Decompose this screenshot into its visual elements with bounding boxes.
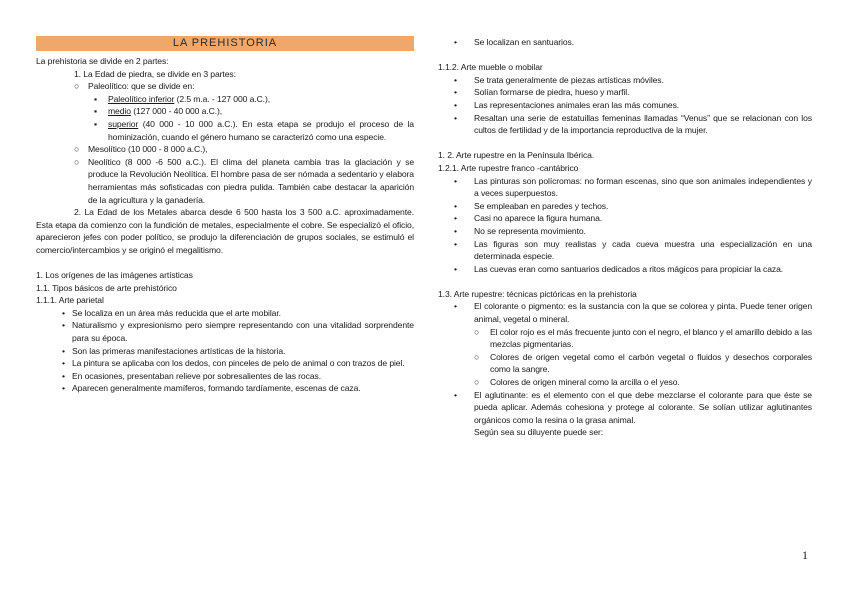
diluyente-text: Según sea su diluyente puede ser: xyxy=(474,427,604,438)
item-text: Las figuras son muy realistas y cada cueva muestra una especialización en una determinada especie. xyxy=(474,238,812,262)
list-item xyxy=(438,225,812,238)
circle-bullet-icon: ○ xyxy=(74,156,80,167)
item-text: Son las primeras manifestaciones artísticas de la historia. xyxy=(72,345,286,356)
bullet-icon: • xyxy=(62,307,65,318)
list-item xyxy=(438,99,812,112)
list-item xyxy=(438,175,812,200)
list-item xyxy=(438,238,812,263)
list-item xyxy=(36,105,414,118)
list-item xyxy=(36,345,414,358)
edad-piedra-heading: 1. La Edad de piedra, se divide en 3 partes: xyxy=(74,68,236,79)
list-item xyxy=(36,382,414,395)
bullet-icon: • xyxy=(62,370,65,381)
paleolitico-text: Paleolítico: que se divide en: xyxy=(88,81,195,92)
bullet-icon: • xyxy=(454,225,457,236)
item-text: Colores de origen mineral como la arcilla o el yeso. xyxy=(490,377,680,388)
list-item xyxy=(36,118,414,143)
section-heading: 1. Los orígenes de las imágenes artísticas xyxy=(36,270,193,281)
page-number: 1 xyxy=(802,548,808,562)
list-item xyxy=(36,307,414,320)
list-item xyxy=(36,357,414,370)
item-text: La pintura se aplicaba con los dedos, con pinceles de pelo de animal o con trazos de piel. xyxy=(72,358,405,369)
list-item xyxy=(438,36,812,49)
square-bullet-icon: ▪ xyxy=(94,106,97,117)
list-item xyxy=(438,263,812,276)
list-item xyxy=(36,143,414,156)
bullet-icon: • xyxy=(454,301,457,312)
left-column xyxy=(36,36,414,395)
bullet-icon: • xyxy=(62,320,65,331)
list-item xyxy=(36,319,414,344)
bullet-icon: • xyxy=(454,37,457,47)
list-item xyxy=(36,370,414,383)
neolitico-text: Neolítico (8 000 -6 500 a.C.). El clima del planeta cambia tras la glaciación y se produce la Revolución Neolítica. El hombre pasa de ser nómada a sedentario y elabora herramientas más sofisticadas con piedra pulida. También cabe destacar la aparición de la agricultura y la ganadería. xyxy=(88,156,414,205)
item-text: Aparecen generalmente mamíferos, formando tardíamente, escenas de caza. xyxy=(72,383,361,394)
item-text: Naturalismo y expresionismo pero siempre representando con una vitalidad sorprendente para su época. xyxy=(72,320,414,344)
square-bullet-icon: ▪ xyxy=(94,118,97,129)
bullet-icon: • xyxy=(62,358,65,369)
page-title: LA PREHISTORIA xyxy=(36,36,414,51)
section-heading: 1.1.1. Arte parietal xyxy=(36,295,104,306)
section-heading: 1. 2. Arte rupestre en la Península Ibérica. xyxy=(438,150,595,161)
list-item xyxy=(36,93,414,106)
term-detail: (127 000 - 40 000 a.C.), xyxy=(130,106,223,117)
term-text: superior xyxy=(108,118,139,129)
term-text: medio xyxy=(108,106,131,117)
circle-bullet-icon: ○ xyxy=(474,326,480,337)
item-text: Se localizan en santuarios. xyxy=(474,37,575,47)
circle-bullet-icon: ○ xyxy=(474,377,480,388)
item-text: Las cuevas eran como santuarios dedicados a ritos mágicos para propiciar la caza. xyxy=(474,263,784,274)
circle-bullet-icon: ○ xyxy=(74,81,80,92)
item-text: El color rojo es el más frecuente junto con el negro, el blanco y el amarillo debido a las mezclas pigmentarias. xyxy=(490,326,812,350)
metales-paragraph: 2. La Edad de los Metales abarca desde 6 500 hasta los 3 500 a.C. aproximadamente. Esta etapa da comienzo con la fundición de metales, especialmente el cobre. Se especializó el oficio, aparecieron jefes con poder político, se produjo la diferenciación de grupos sociales, se estimuló el comercio/intercambios y se originó el megalitismo. xyxy=(36,207,414,255)
section-heading: 1.2.1. Arte rupestre franco -cantábrico xyxy=(438,162,579,173)
square-bullet-icon: ▪ xyxy=(94,93,97,104)
bullet-icon: • xyxy=(62,345,65,356)
bullet-icon: • xyxy=(454,213,457,224)
bullet-icon: • xyxy=(454,99,457,110)
item-text: En ocasiones, presentaban relieve por sobresalientes de las rocas. xyxy=(72,370,321,381)
term-text: Paleolítico inferior xyxy=(108,93,175,104)
list-item xyxy=(438,351,812,376)
item-text: Las representaciones animales eran las más comunes. xyxy=(474,99,680,110)
bullet-icon: • xyxy=(454,175,457,186)
item-text: Las pinturas son polícromas: no forman escenas, sino que son animales independientes y a veces superpuestos. xyxy=(474,175,812,199)
section-heading: 1.3. Arte rupestre: técnicas pictóricas en la prehistoria xyxy=(438,288,637,299)
item-text: Solían formarse de piedra, hueso y marfil. xyxy=(474,87,630,98)
right-column xyxy=(438,36,812,439)
list-item xyxy=(36,80,414,93)
list-item xyxy=(438,86,812,99)
item-text: El colorante o pigmento: es la sustancia con la que se colorea y pinta. Puede tener origen animal, vegetal o mineral. xyxy=(474,301,812,325)
bullet-icon: • xyxy=(454,238,457,249)
bullet-icon: • xyxy=(454,200,457,211)
mesolitico-text: Mesolítico (10 000 - 8 000 a.C.), xyxy=(88,144,208,155)
bullet-icon: • xyxy=(454,87,457,98)
item-text: Resaltan una serie de estatuillas femeninas llamadas “Venus” que se relacionan con los cultos de fertilidad y de la importancia reproductiva de la mujer. xyxy=(474,112,812,136)
circle-bullet-icon: ○ xyxy=(474,351,480,362)
item-text: Casi no aparece la figura humana. xyxy=(474,213,603,224)
list-item xyxy=(438,376,812,389)
list-item xyxy=(438,326,812,351)
item-text: Se trata generalmente de piezas artísticas móviles. xyxy=(474,74,664,85)
list-item xyxy=(438,300,812,325)
bullet-icon: • xyxy=(62,383,65,394)
bullet-icon: • xyxy=(454,389,457,400)
item-text: No se representa movimiento. xyxy=(474,225,586,236)
section-heading: 1.1.2. Arte mueble o mobilar xyxy=(438,62,543,73)
bullet-icon: • xyxy=(454,112,457,123)
list-item xyxy=(438,200,812,213)
item-text: El aglutinante: es el elemento con el que debe mezclarse el colorante para que éste se pueda aplicar. Además cohesiona y protege al colorante. Se solían utilizar aglutinantes orgánicos como la resina o la grasa animal. xyxy=(474,389,812,425)
section-heading: 1.1. Tipos básicos de arte prehistórico xyxy=(36,282,177,293)
bullet-icon: • xyxy=(454,263,457,274)
intro-text: La prehistoria se divide en 2 partes: xyxy=(36,56,169,66)
term-detail: (2.5 m.a. - 127 000 a.C.), xyxy=(174,93,271,104)
list-item xyxy=(36,156,414,206)
list-item xyxy=(438,212,812,225)
item-text: Se localiza en un área más reducida que el arte mobilar. xyxy=(72,307,281,318)
list-item xyxy=(438,74,812,87)
bullet-icon: • xyxy=(454,74,457,85)
circle-bullet-icon: ○ xyxy=(74,144,80,155)
list-item xyxy=(438,112,812,137)
list-item xyxy=(438,389,812,427)
item-text: Se empleaban en paredes y techos. xyxy=(474,200,609,211)
item-text: Colores de origen vegetal como el carbón vegetal o fluidos y desechos corporales como la sangre. xyxy=(490,351,812,375)
term-detail: (40 000 - 10 000 a.C.). En esta etapa se produjo el proceso de la hominización, cuando el género humano se caracterizó como una especie. xyxy=(108,118,414,142)
